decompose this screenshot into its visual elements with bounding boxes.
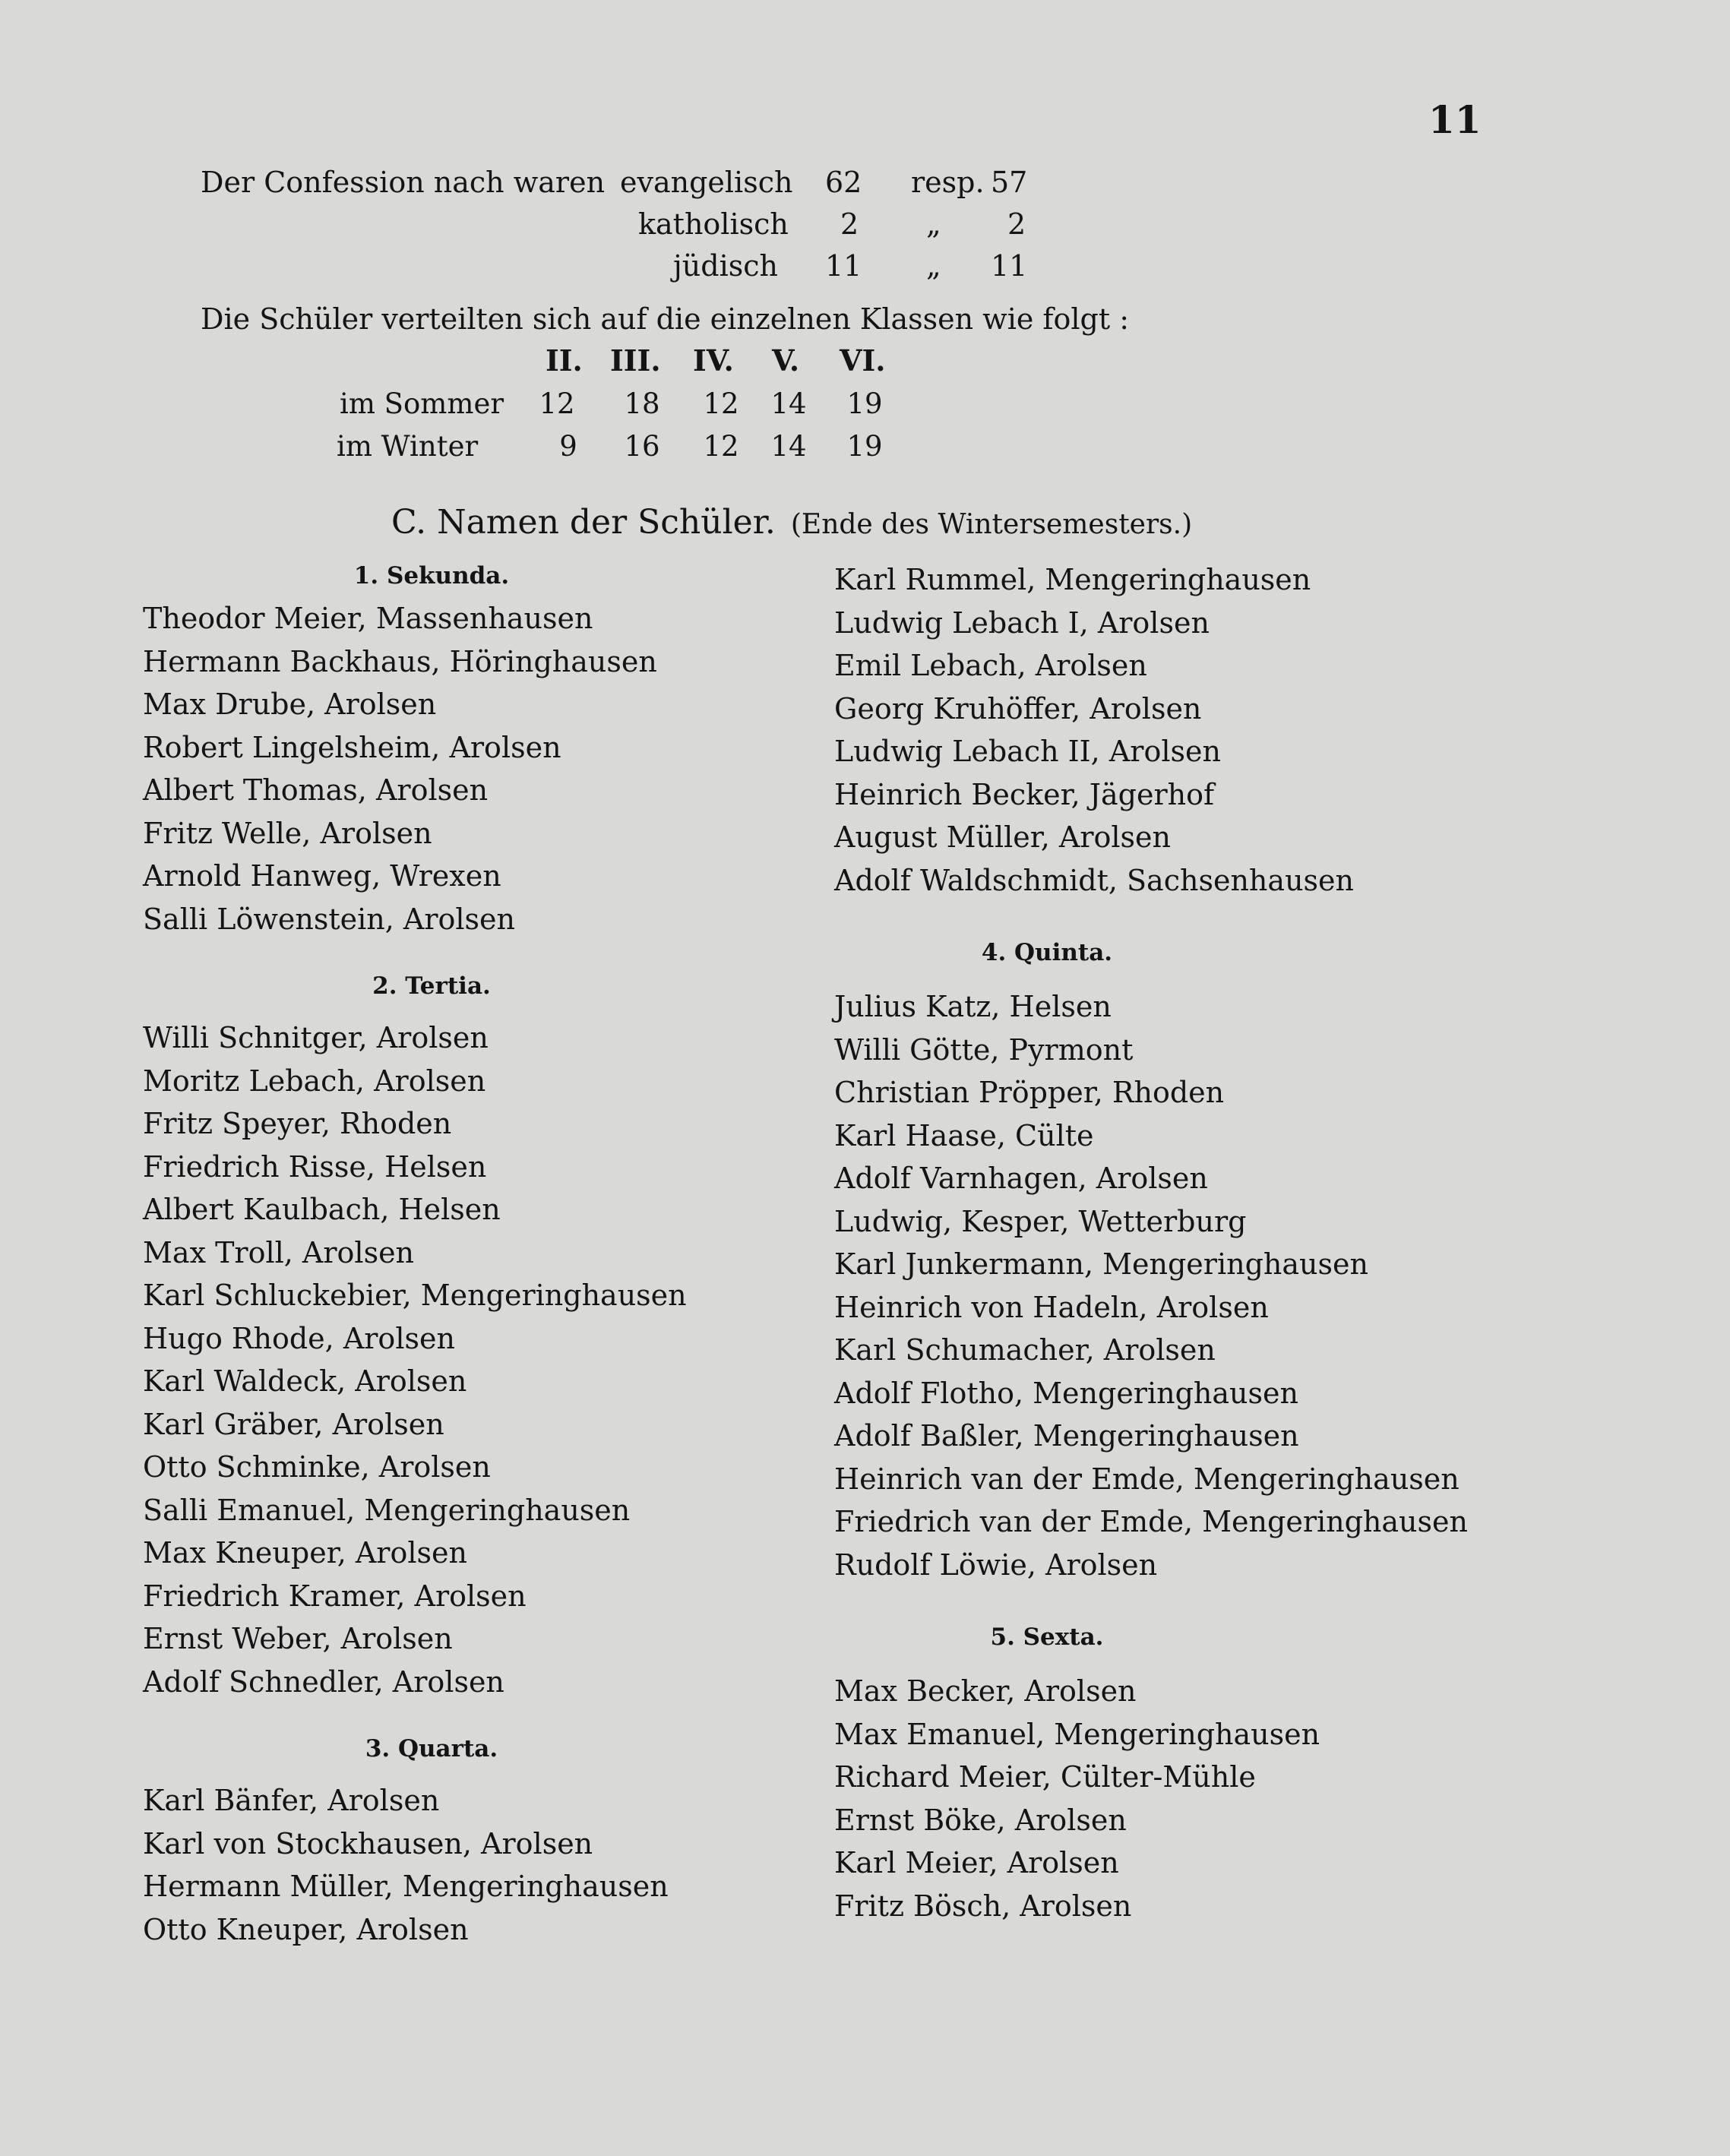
- student-name: Heinrich van der Emde, Mengeringhausen: [834, 1462, 1460, 1496]
- student-name: Karl Meier, Arolsen: [834, 1846, 1119, 1879]
- student-name: Friedrich Risse, Helsen: [143, 1149, 487, 1184]
- table-cell: 18: [624, 387, 660, 420]
- table-cell: 12: [703, 430, 739, 463]
- student-name: Salli Emanuel, Mengeringhausen: [143, 1493, 631, 1527]
- confession-sep: „: [926, 249, 941, 283]
- student-name: Ludwig Lebach II, Arolsen: [834, 735, 1221, 768]
- column-header: VI.: [840, 343, 886, 378]
- tertia-list: [143, 1016, 720, 1703]
- student-name: Otto Kneuper, Arolsen: [143, 1912, 469, 1946]
- student-name: Karl Gräber, Arolsen: [143, 1407, 444, 1441]
- student-name: Robert Lingelsheim, Arolsen: [143, 730, 561, 764]
- student-name: Karl Haase, Cülte: [834, 1118, 1094, 1152]
- table-cell: 12: [539, 387, 575, 420]
- student-name: Adolf Waldschmidt, Sachsenhausen: [834, 863, 1354, 897]
- student-name: Max Troll, Arolsen: [143, 1235, 415, 1269]
- student-name: Theodor Meier, Massenhausen: [143, 602, 593, 635]
- student-name: Willi Götte, Pyrmont: [834, 1032, 1134, 1067]
- student-name: Karl von Stockhausen, Arolsen: [143, 1826, 593, 1860]
- page-number: 11: [1428, 97, 1482, 142]
- confession-value: 2: [840, 207, 859, 241]
- student-name: Emil Lebach, Arolsen: [834, 649, 1147, 682]
- table-cell: 16: [624, 430, 660, 463]
- student-name: Fritz Bösch, Arolsen: [834, 1889, 1132, 1923]
- student-name: Fritz Welle, Arolsen: [143, 816, 432, 850]
- student-name: Ludwig Lebach I, Arolsen: [834, 605, 1210, 640]
- student-name: Max Becker, Arolsen: [834, 1674, 1137, 1708]
- column-header: V.: [772, 343, 800, 378]
- distribution-intro: Die Schüler verteilten sich auf die einzelnen Klassen wie folgt :: [201, 302, 1129, 336]
- student-name: Richard Meier, Cülter-Mühle: [834, 1760, 1256, 1794]
- table-cell: 12: [703, 387, 739, 420]
- student-name: Heinrich Becker, Jägerhof: [834, 777, 1215, 811]
- student-name: Karl Schumacher, Arolsen: [834, 1333, 1216, 1367]
- confession-label: katholisch: [638, 207, 789, 241]
- student-name: Hermann Backhaus, Höringhausen: [143, 644, 657, 678]
- student-name: Karl Bänfer, Arolsen: [143, 1784, 440, 1817]
- quinta-list: [834, 985, 1518, 1586]
- confession-value: 2: [1007, 207, 1026, 241]
- student-name: Fritz Speyer, Rhoden: [143, 1107, 452, 1140]
- confession-sep: resp.: [911, 166, 985, 199]
- student-name: Karl Waldeck, Arolsen: [143, 1364, 467, 1398]
- sekunda-list: [143, 597, 720, 940]
- student-name: Arnold Hanweg, Wrexen: [143, 859, 501, 893]
- table-cell: 19: [846, 387, 883, 420]
- student-name: Moritz Lebach, Arolsen: [143, 1064, 486, 1098]
- student-name: Adolf Schnedler, Arolsen: [143, 1664, 504, 1699]
- sexta-list: [834, 1670, 1518, 1927]
- confession-block: [201, 166, 1036, 287]
- class-heading-quarta: 3. Quarta.: [365, 1735, 498, 1762]
- student-name: Hugo Rhode, Arolsen: [143, 1321, 455, 1355]
- student-name: Karl Junkermann, Mengeringhausen: [834, 1247, 1368, 1281]
- student-name: Hermann Müller, Mengeringhausen: [143, 1870, 669, 1903]
- student-name: Karl Rummel, Mengeringhausen: [834, 563, 1311, 596]
- student-name: Adolf Flotho, Mengeringhausen: [834, 1376, 1298, 1410]
- quarta-list: [143, 1779, 720, 1951]
- student-name: Ernst Weber, Arolsen: [143, 1622, 453, 1655]
- student-name: Friedrich van der Emde, Mengeringhausen: [834, 1505, 1468, 1538]
- student-name: August Müller, Arolsen: [834, 820, 1171, 854]
- column-header: III.: [610, 343, 661, 378]
- student-name: Adolf Baßler, Mengeringhausen: [834, 1419, 1299, 1453]
- right-column: [834, 558, 1518, 1927]
- student-name: Willi Schnitger, Arolsen: [143, 1021, 489, 1054]
- confession-value: 11: [991, 249, 1028, 283]
- table-cell: 9: [559, 430, 577, 463]
- table-cell: 19: [846, 430, 883, 463]
- section-title: [391, 503, 1192, 542]
- student-name: Otto Schminke, Arolsen: [143, 1450, 491, 1484]
- table-cell: 14: [770, 387, 807, 420]
- student-name: Julius Katz, Helsen: [834, 990, 1112, 1023]
- table-cell: 14: [770, 430, 807, 463]
- confession-intro: Der Confession nach waren: [201, 166, 606, 199]
- student-name: Adolf Varnhagen, Arolsen: [834, 1162, 1208, 1195]
- student-name: Salli Löwenstein, Arolsen: [143, 902, 515, 936]
- student-name: Max Emanuel, Mengeringhausen: [834, 1717, 1320, 1751]
- student-name: Ernst Böke, Arolsen: [834, 1803, 1127, 1837]
- column-header: IV.: [693, 343, 734, 378]
- class-heading-sexta: 5. Sexta.: [990, 1623, 1104, 1651]
- section-note: (Ende des Wintersemesters.): [790, 509, 1193, 540]
- student-name: Heinrich von Hadeln, Arolsen: [834, 1290, 1269, 1324]
- student-name: Max Kneuper, Arolsen: [143, 1536, 467, 1570]
- student-name: Albert Thomas, Arolsen: [143, 773, 489, 807]
- confession-value: 57: [991, 166, 1028, 199]
- column-header: II.: [546, 343, 583, 378]
- confession-value: 62: [825, 166, 862, 199]
- student-name: Karl Schluckebier, Mengeringhausen: [143, 1279, 687, 1312]
- row-label: im Sommer: [340, 387, 504, 420]
- student-name: Max Drube, Arolsen: [143, 688, 437, 721]
- class-heading-tertia: 2. Tertia.: [372, 972, 491, 1000]
- section-title-text: C. Namen der Schüler.: [391, 503, 776, 542]
- student-name: Christian Pröpper, Rhoden: [834, 1076, 1225, 1109]
- quarta-cont-list: [834, 558, 1518, 902]
- student-name: Ludwig, Kesper, Wetterburg: [834, 1204, 1247, 1238]
- confession-sep: „: [926, 207, 941, 241]
- class-heading-quinta: 4. Quinta.: [981, 939, 1113, 966]
- confession-label: evangelisch: [620, 166, 793, 199]
- class-heading-sekunda: 1. Sekunda.: [353, 562, 510, 590]
- left-column: [143, 555, 720, 1951]
- confession-label: jüdisch: [673, 249, 778, 283]
- student-name: Friedrich Kramer, Arolsen: [143, 1579, 527, 1613]
- student-name: Georg Kruhöffer, Arolsen: [834, 691, 1202, 726]
- confession-value: 11: [825, 249, 862, 283]
- student-name: Rudolf Löwie, Arolsen: [834, 1547, 1158, 1582]
- row-label: im Winter: [337, 430, 479, 463]
- student-name: Albert Kaulbach, Helsen: [143, 1193, 501, 1226]
